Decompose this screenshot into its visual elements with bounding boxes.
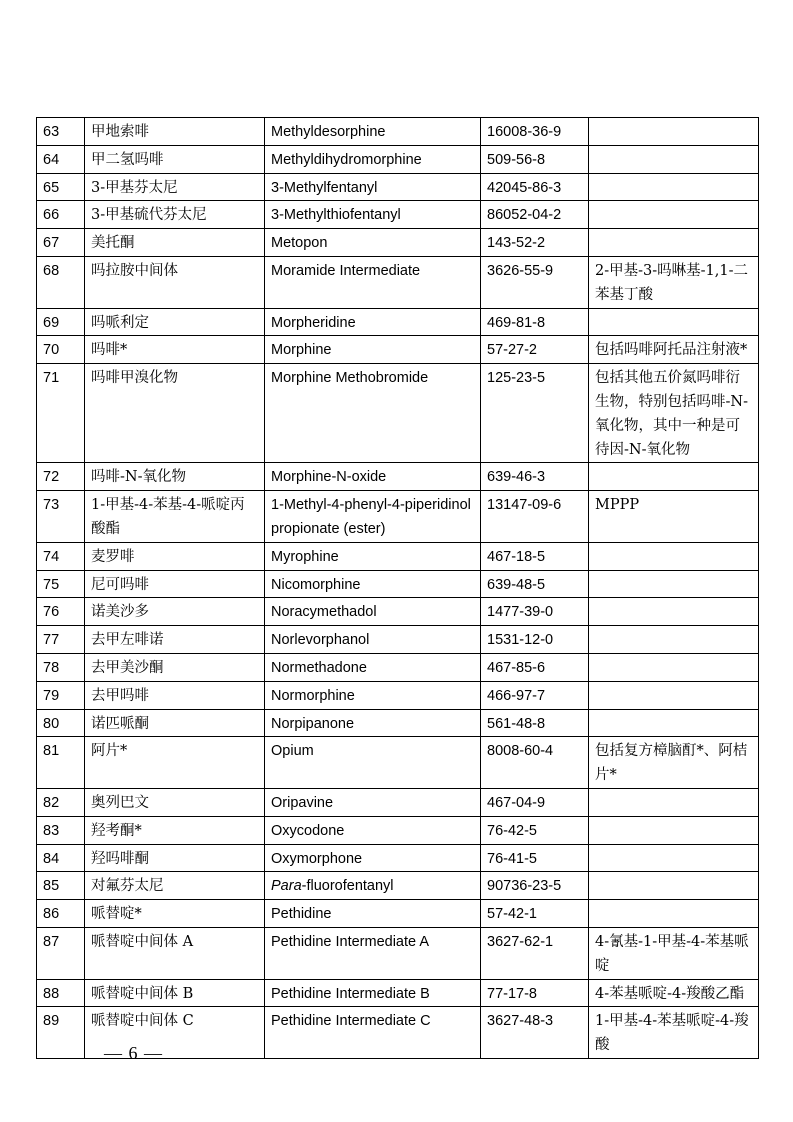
english-name-italic-prefix: Para	[271, 878, 302, 895]
row-number-cell: 64	[37, 145, 85, 173]
english-name-cell: 3-Methylfentanyl	[265, 173, 481, 201]
cas-number-cell: 90736-23-5	[481, 872, 589, 900]
table-row	[37, 336, 759, 364]
table-row	[37, 844, 759, 872]
chinese-name-cell: 吗啡-N-氧化物	[85, 463, 265, 491]
chinese-name-cell: 哌替啶中间体 C	[85, 1007, 265, 1059]
english-name-cell: Pethidine Intermediate A	[265, 927, 481, 979]
row-number-cell: 63	[37, 118, 85, 146]
note-cell	[589, 626, 759, 654]
cas-number-cell: 467-04-9	[481, 788, 589, 816]
cas-number-cell: 16008-36-9	[481, 118, 589, 146]
english-name-cell: Morpheridine	[265, 308, 481, 336]
page-number: — 6 —	[104, 1043, 163, 1063]
cas-number-cell: 8008-60-4	[481, 737, 589, 789]
chinese-name-cell: 阿片*	[85, 737, 265, 789]
english-name-cell: Norlevorphanol	[265, 626, 481, 654]
row-number-cell: 65	[37, 173, 85, 201]
cas-number-cell: 3627-62-1	[481, 927, 589, 979]
row-number-cell: 67	[37, 229, 85, 257]
cas-number-cell: 57-42-1	[481, 900, 589, 928]
note-cell	[589, 872, 759, 900]
row-number-cell: 82	[37, 788, 85, 816]
note-cell: 包括复方樟脑酊*、阿桔片*	[589, 737, 759, 789]
note-cell	[589, 844, 759, 872]
english-name-cell	[265, 872, 481, 900]
chinese-name-cell: 哌替啶*	[85, 900, 265, 928]
table-row	[37, 598, 759, 626]
table-row	[37, 626, 759, 654]
english-name-cell: Opium	[265, 737, 481, 789]
row-number-cell: 70	[37, 336, 85, 364]
note-cell: 4-氰基-1-甲基-4-苯基哌啶	[589, 927, 759, 979]
table-body	[37, 118, 759, 1059]
note-cell: 4-苯基哌啶-4-羧酸乙酯	[589, 979, 759, 1007]
cas-number-cell: 125-23-5	[481, 364, 589, 463]
english-name-cell: Pethidine Intermediate B	[265, 979, 481, 1007]
cas-number-cell: 57-27-2	[481, 336, 589, 364]
note-cell: 包括其他五价氮吗啡衍生物，特别包括吗啡-N-氧化物，其中一种是可待因-N-氧化物	[589, 364, 759, 463]
row-number-cell: 74	[37, 542, 85, 570]
cas-number-cell: 639-46-3	[481, 463, 589, 491]
note-cell	[589, 201, 759, 229]
table-row	[37, 653, 759, 681]
table-row	[37, 788, 759, 816]
english-name-cell: Myrophine	[265, 542, 481, 570]
note-cell	[589, 900, 759, 928]
english-name-cell: Pethidine	[265, 900, 481, 928]
note-cell	[589, 788, 759, 816]
row-number-cell: 78	[37, 653, 85, 681]
row-number-cell: 88	[37, 979, 85, 1007]
table-row	[37, 709, 759, 737]
chinese-name-cell: 吗啡*	[85, 336, 265, 364]
cas-number-cell: 469-81-8	[481, 308, 589, 336]
cas-number-cell: 13147-09-6	[481, 491, 589, 543]
row-number-cell: 83	[37, 816, 85, 844]
english-name-cell: Normethadone	[265, 653, 481, 681]
row-number-cell: 81	[37, 737, 85, 789]
note-cell	[589, 173, 759, 201]
english-name-cell: Moramide Intermediate	[265, 256, 481, 308]
chinese-name-cell: 哌替啶中间体 B	[85, 979, 265, 1007]
cas-number-cell: 467-18-5	[481, 542, 589, 570]
table-row	[37, 201, 759, 229]
cas-number-cell: 1531-12-0	[481, 626, 589, 654]
cas-number-cell: 77-17-8	[481, 979, 589, 1007]
english-name-cell: Normorphine	[265, 681, 481, 709]
note-cell	[589, 681, 759, 709]
cas-number-cell: 3627-48-3	[481, 1007, 589, 1059]
english-name-cell: Pethidine Intermediate C	[265, 1007, 481, 1059]
table-row	[37, 816, 759, 844]
english-name-cell: Morphine Methobromide	[265, 364, 481, 463]
note-cell	[589, 229, 759, 257]
english-name-cell: Oxymorphone	[265, 844, 481, 872]
chinese-name-cell: 羟考酮*	[85, 816, 265, 844]
chinese-name-cell: 甲二氢吗啡	[85, 145, 265, 173]
note-cell: 包括吗啡阿托品注射液*	[589, 336, 759, 364]
row-number-cell: 79	[37, 681, 85, 709]
english-name-cell: 1-Methyl-4-phenyl-4-piperidinol propionate (ester)	[265, 491, 481, 543]
english-name-cell: Morphine-N-oxide	[265, 463, 481, 491]
note-cell	[589, 598, 759, 626]
note-cell	[589, 816, 759, 844]
note-cell	[589, 463, 759, 491]
english-name-cell: Oxycodone	[265, 816, 481, 844]
chinese-name-cell: 3-甲基芬太尼	[85, 173, 265, 201]
cas-number-cell: 42045-86-3	[481, 173, 589, 201]
table-row	[37, 229, 759, 257]
english-name-cell: Metopon	[265, 229, 481, 257]
table-row	[37, 173, 759, 201]
table-row	[37, 308, 759, 336]
english-name-cell: Methyldihydromorphine	[265, 145, 481, 173]
cas-number-cell: 1477-39-0	[481, 598, 589, 626]
english-name-cell: Noracymethadol	[265, 598, 481, 626]
english-name-cell: 3-Methylthiofentanyl	[265, 201, 481, 229]
row-number-cell: 76	[37, 598, 85, 626]
chinese-name-cell: 吗啡甲溴化物	[85, 364, 265, 463]
english-name-cell: Nicomorphine	[265, 570, 481, 598]
chinese-name-cell: 吗拉胺中间体	[85, 256, 265, 308]
chinese-name-cell: 3-甲基硫代芬太尼	[85, 201, 265, 229]
cas-number-cell: 3626-55-9	[481, 256, 589, 308]
row-number-cell: 66	[37, 201, 85, 229]
cas-number-cell: 639-48-5	[481, 570, 589, 598]
chinese-name-cell: 去甲左啡诺	[85, 626, 265, 654]
row-number-cell: 84	[37, 844, 85, 872]
drug-table	[36, 117, 759, 1059]
table-row	[37, 681, 759, 709]
note-cell	[589, 653, 759, 681]
cas-number-cell: 76-41-5	[481, 844, 589, 872]
table-row	[37, 872, 759, 900]
row-number-cell: 68	[37, 256, 85, 308]
note-cell: MPPP	[589, 491, 759, 543]
chinese-name-cell: 去甲美沙酮	[85, 653, 265, 681]
english-name-cell: Morphine	[265, 336, 481, 364]
chinese-name-cell: 1-甲基-4-苯基-4-哌啶丙酸酯	[85, 491, 265, 543]
chinese-name-cell: 尼可吗啡	[85, 570, 265, 598]
row-number-cell: 69	[37, 308, 85, 336]
table-row	[37, 900, 759, 928]
row-number-cell: 72	[37, 463, 85, 491]
row-number-cell: 80	[37, 709, 85, 737]
row-number-cell: 73	[37, 491, 85, 543]
note-cell	[589, 709, 759, 737]
table-row	[37, 463, 759, 491]
chinese-name-cell: 美托酮	[85, 229, 265, 257]
note-cell	[589, 118, 759, 146]
table-row	[37, 491, 759, 543]
table-row	[37, 542, 759, 570]
cas-number-cell: 86052-04-2	[481, 201, 589, 229]
table-row	[37, 927, 759, 979]
chinese-name-cell: 甲地索啡	[85, 118, 265, 146]
cas-number-cell: 561-48-8	[481, 709, 589, 737]
cas-number-cell: 76-42-5	[481, 816, 589, 844]
english-name-cell: Methyldesorphine	[265, 118, 481, 146]
chinese-name-cell: 羟吗啡酮	[85, 844, 265, 872]
row-number-cell: 71	[37, 364, 85, 463]
table-row	[37, 118, 759, 146]
chinese-name-cell: 麦罗啡	[85, 542, 265, 570]
english-name-cell: Oripavine	[265, 788, 481, 816]
row-number-cell: 86	[37, 900, 85, 928]
table-row	[37, 737, 759, 789]
english-name-cell: Norpipanone	[265, 709, 481, 737]
note-cell	[589, 145, 759, 173]
row-number-cell: 87	[37, 927, 85, 979]
english-name-suffix: -fluorofentanyl	[301, 878, 394, 895]
chinese-name-cell: 诺美沙多	[85, 598, 265, 626]
chinese-name-cell: 去甲吗啡	[85, 681, 265, 709]
table-row	[37, 364, 759, 463]
row-number-cell: 85	[37, 872, 85, 900]
note-cell: 1-甲基-4-苯基哌啶-4-羧酸	[589, 1007, 759, 1059]
table-row	[37, 979, 759, 1007]
note-cell	[589, 542, 759, 570]
chinese-name-cell: 哌替啶中间体 A	[85, 927, 265, 979]
chinese-name-cell: 奥列巴文	[85, 788, 265, 816]
table-row	[37, 145, 759, 173]
table-row	[37, 256, 759, 308]
chinese-name-cell: 吗哌利定	[85, 308, 265, 336]
cas-number-cell: 466-97-7	[481, 681, 589, 709]
row-number-cell: 89	[37, 1007, 85, 1059]
cas-number-cell: 467-85-6	[481, 653, 589, 681]
row-number-cell: 75	[37, 570, 85, 598]
cas-number-cell: 509-56-8	[481, 145, 589, 173]
note-cell	[589, 570, 759, 598]
row-number-cell: 77	[37, 626, 85, 654]
chinese-name-cell: 对氟芬太尼	[85, 872, 265, 900]
cas-number-cell: 143-52-2	[481, 229, 589, 257]
note-cell	[589, 308, 759, 336]
note-cell: 2-甲基-3-吗啉基-1,1-二苯基丁酸	[589, 256, 759, 308]
chinese-name-cell: 诺匹哌酮	[85, 709, 265, 737]
table-row	[37, 570, 759, 598]
